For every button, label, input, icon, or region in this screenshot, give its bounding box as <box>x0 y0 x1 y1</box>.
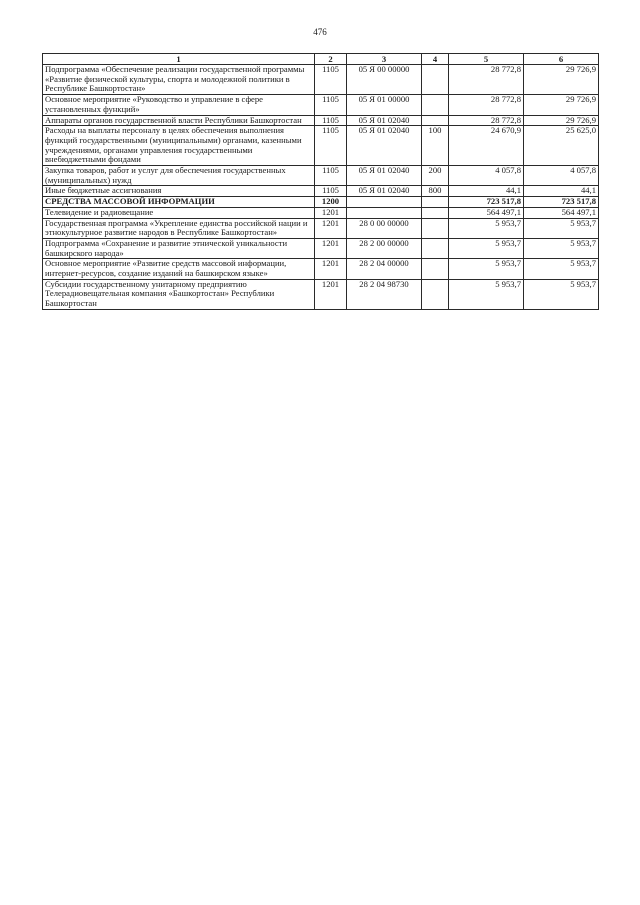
cell-section: 1105 <box>315 126 347 166</box>
cell-name: Государственная программа «Укрепление единства российской нации и этнокультурное развитие народов в Республике Башкортостан» <box>43 218 315 238</box>
cell-name: Подпрограмма «Обеспечение реализации государственной программы «Развитие физической культуры, спорта и молодежной политики в Республике Башкортостан» <box>43 65 315 95</box>
header-col-5: 5 <box>449 54 524 65</box>
cell-expense-type <box>422 259 449 279</box>
cell-name: Основное мероприятие «Развитие средств массовой информации, интернет-ресурсов, создание изданий на башкирском языке» <box>43 259 315 279</box>
cell-amount-year1: 5 953,7 <box>449 279 524 309</box>
cell-name: Аппараты органов государственной власти Республики Башкортостан <box>43 115 315 126</box>
cell-target-code: 05 Я 00 00000 <box>347 65 422 95</box>
header-col-6: 6 <box>524 54 599 65</box>
table-header-row <box>43 54 599 65</box>
table-body <box>43 65 599 310</box>
header-col-4: 4 <box>422 54 449 65</box>
cell-amount-year2: 723 517,8 <box>524 197 599 208</box>
cell-amount-year1: 44,1 <box>449 186 524 197</box>
cell-expense-type: 200 <box>422 166 449 186</box>
table-row <box>43 218 599 238</box>
header-col-1: 1 <box>43 54 315 65</box>
cell-amount-year2: 29 726,9 <box>524 95 599 115</box>
header-col-3: 3 <box>347 54 422 65</box>
cell-name: Субсидии государственному унитарному предприятию Телерадиовещательная компания «Башкортостан» Республики Башкортостан <box>43 279 315 309</box>
cell-target-code: 05 Я 01 02040 <box>347 166 422 186</box>
cell-expense-type <box>422 95 449 115</box>
cell-target-code: 05 Я 01 02040 <box>347 115 422 126</box>
cell-target-code: 28 2 00 00000 <box>347 238 422 258</box>
cell-amount-year1: 5 953,7 <box>449 218 524 238</box>
cell-target-code <box>347 197 422 208</box>
cell-expense-type: 800 <box>422 186 449 197</box>
cell-amount-year1: 5 953,7 <box>449 259 524 279</box>
cell-amount-year2: 564 497,1 <box>524 207 599 218</box>
cell-section: 1200 <box>315 197 347 208</box>
cell-target-code: 05 Я 01 00000 <box>347 95 422 115</box>
cell-amount-year1: 723 517,8 <box>449 197 524 208</box>
cell-expense-type <box>422 279 449 309</box>
table-row <box>43 186 599 197</box>
cell-target-code: 28 2 04 98730 <box>347 279 422 309</box>
cell-amount-year1: 28 772,8 <box>449 115 524 126</box>
cell-target-code: 28 0 00 00000 <box>347 218 422 238</box>
cell-name: Телевидение и радиовещание <box>43 207 315 218</box>
cell-name: Иные бюджетные ассигнования <box>43 186 315 197</box>
table-row <box>43 126 599 166</box>
cell-target-code: 05 Я 01 02040 <box>347 186 422 197</box>
cell-section: 1201 <box>315 207 347 218</box>
cell-name: Основное мероприятие «Руководство и управление в сфере установленных функций» <box>43 95 315 115</box>
cell-section: 1201 <box>315 238 347 258</box>
cell-amount-year2: 5 953,7 <box>524 218 599 238</box>
cell-section: 1105 <box>315 65 347 95</box>
table-row <box>43 197 599 208</box>
cell-section: 1105 <box>315 95 347 115</box>
table-row <box>43 95 599 115</box>
cell-amount-year2: 4 057,8 <box>524 166 599 186</box>
cell-name: Подпрограмма «Сохранение и развитие этнической уникальности башкирского народа» <box>43 238 315 258</box>
cell-section: 1201 <box>315 259 347 279</box>
cell-expense-type <box>422 115 449 126</box>
cell-expense-type <box>422 207 449 218</box>
cell-amount-year2: 5 953,7 <box>524 279 599 309</box>
cell-section: 1201 <box>315 279 347 309</box>
cell-amount-year2: 5 953,7 <box>524 238 599 258</box>
cell-section: 1201 <box>315 218 347 238</box>
header-col-2: 2 <box>315 54 347 65</box>
table-row <box>43 207 599 218</box>
cell-amount-year1: 28 772,8 <box>449 65 524 95</box>
table-row <box>43 166 599 186</box>
cell-amount-year1: 564 497,1 <box>449 207 524 218</box>
table-row <box>43 238 599 258</box>
table-row <box>43 65 599 95</box>
cell-amount-year1: 28 772,8 <box>449 95 524 115</box>
cell-name: Расходы на выплаты персоналу в целях обеспечения выполнения функций государственными (муниципальными) органами, казенными учреждениями, органами управления государственными внебюджетными фондами <box>43 126 315 166</box>
cell-amount-year1: 5 953,7 <box>449 238 524 258</box>
cell-expense-type <box>422 238 449 258</box>
cell-amount-year2: 5 953,7 <box>524 259 599 279</box>
cell-expense-type <box>422 197 449 208</box>
page-number: 476 <box>313 27 327 37</box>
cell-amount-year2: 29 726,9 <box>524 65 599 95</box>
table-row <box>43 115 599 126</box>
budget-table <box>42 53 599 310</box>
cell-target-code: 28 2 04 00000 <box>347 259 422 279</box>
cell-amount-year1: 24 670,9 <box>449 126 524 166</box>
cell-section: 1105 <box>315 166 347 186</box>
cell-name: Закупка товаров, работ и услуг для обеспечения государственных (муниципальных) нужд <box>43 166 315 186</box>
cell-expense-type <box>422 65 449 95</box>
cell-target-code: 05 Я 01 02040 <box>347 126 422 166</box>
cell-amount-year2: 25 625,0 <box>524 126 599 166</box>
cell-section: 1105 <box>315 186 347 197</box>
cell-amount-year2: 29 726,9 <box>524 115 599 126</box>
cell-expense-type <box>422 218 449 238</box>
cell-amount-year2: 44,1 <box>524 186 599 197</box>
cell-section: 1105 <box>315 115 347 126</box>
table-row <box>43 259 599 279</box>
cell-expense-type: 100 <box>422 126 449 166</box>
cell-target-code <box>347 207 422 218</box>
cell-amount-year1: 4 057,8 <box>449 166 524 186</box>
cell-name: СРЕДСТВА МАССОВОЙ ИНФОРМАЦИИ <box>43 197 315 208</box>
table-row <box>43 279 599 309</box>
